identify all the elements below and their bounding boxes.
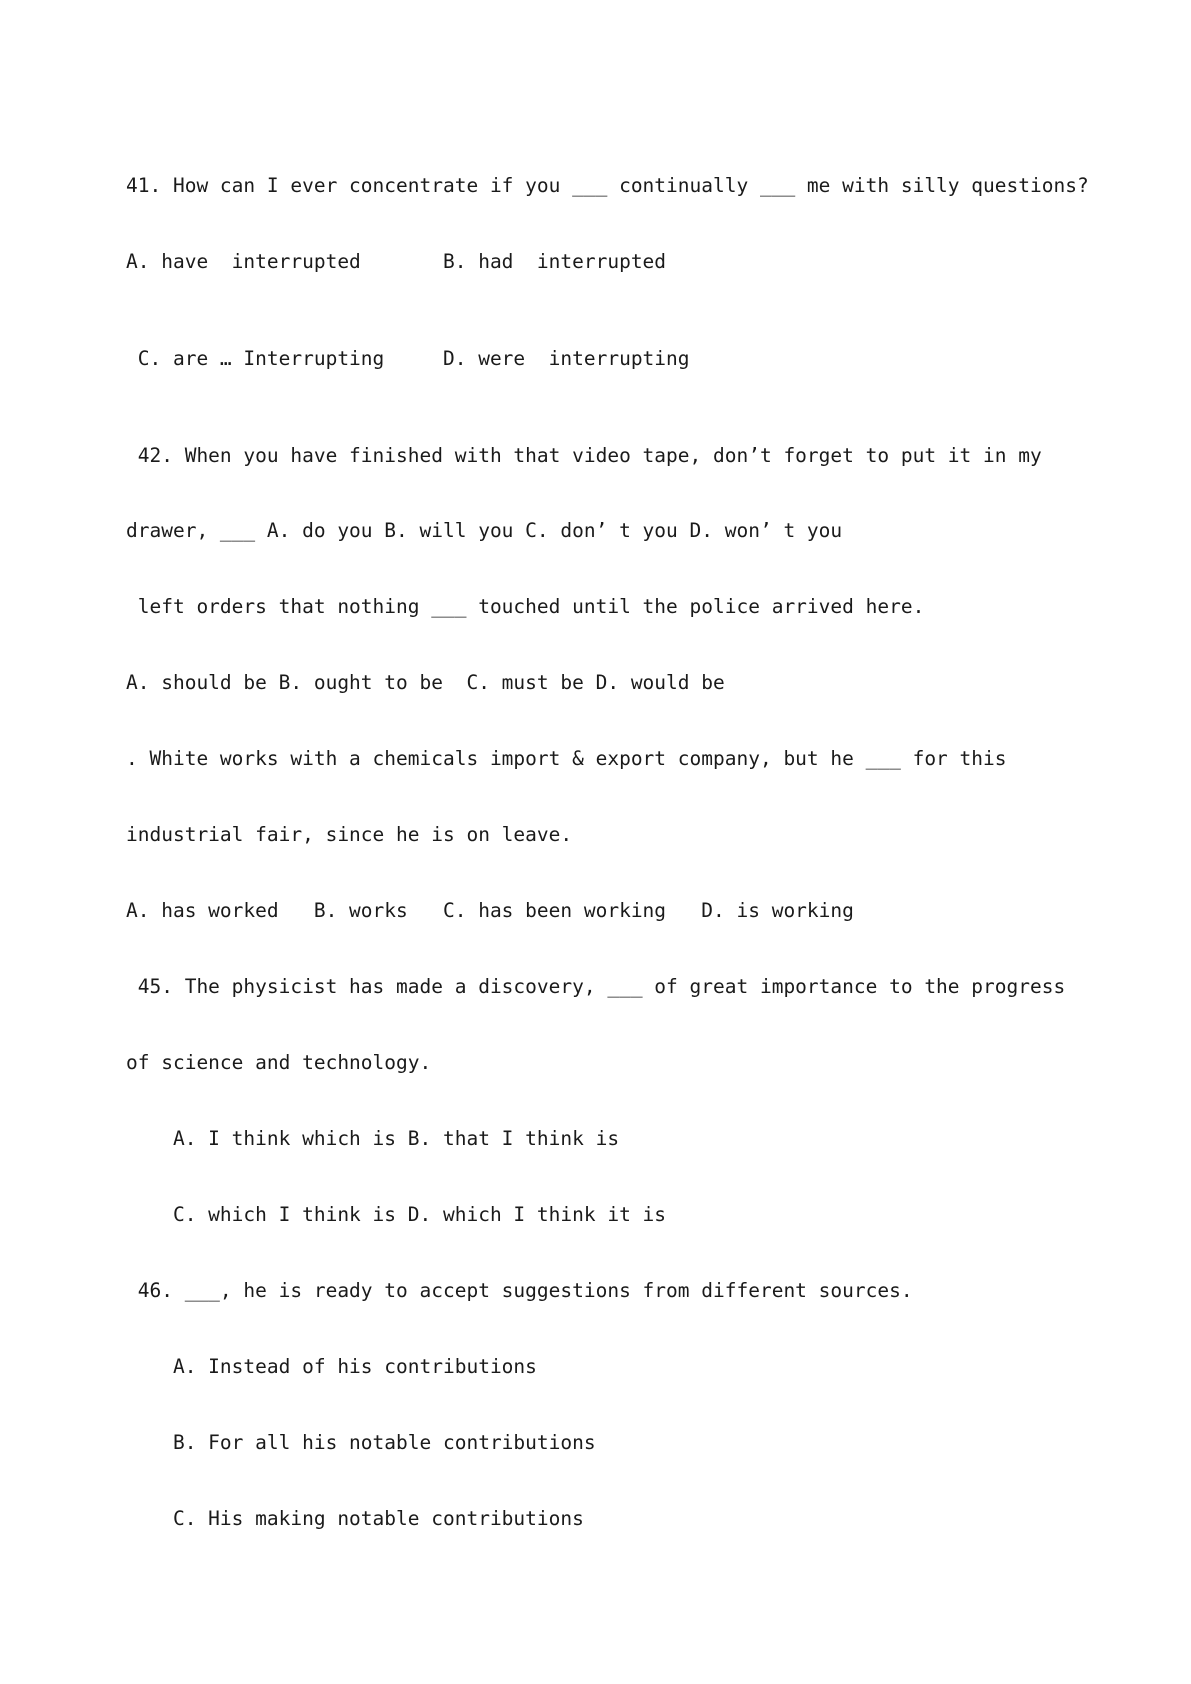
question-41-options-ab: A. have interrupted B. had interrupted: [126, 250, 667, 273]
question-44-text: . White works with a chemicals import & export company, but he ___ for this: [126, 747, 1007, 770]
question-46-option-a: A. Instead of his contributions: [126, 1355, 537, 1378]
question-43-text: left orders that nothing ___ touched until the police arrived here.: [126, 595, 925, 618]
question-43-options: A. should be B. ought to be C. must be D. would be: [126, 671, 725, 694]
question-46-option-b: B. For all his notable contributions: [126, 1431, 596, 1454]
question-41-text: 41. How can I ever concentrate if you ___ continually ___ me with silly questions?: [126, 174, 1089, 197]
question-46-option-c: C. His making notable contributions: [126, 1507, 584, 1530]
question-45-text: 45. The physicist has made a discovery, ___ of great importance to the progress: [126, 975, 1066, 998]
question-46-text: 46. ___, he is ready to accept suggestions from different sources.: [126, 1279, 913, 1302]
question-45-options-ab: A. I think which is B. that I think is: [126, 1127, 620, 1150]
question-45-options-cd: C. which I think is D. which I think it is: [126, 1203, 667, 1226]
question-42-text: 42. When you have finished with that video tape, don’t forget to put it in my: [126, 444, 1042, 467]
question-44-continuation: industrial fair, since he is on leave.: [126, 823, 573, 846]
question-41-options-cd: C. are … Interrupting D. were interrupting: [126, 347, 690, 370]
question-42-continuation: drawer, ___ A. do you B. will you C. don’ t you D. won’ t you: [126, 519, 843, 542]
question-44-options: A. has worked B. works C. has been working D. is working: [126, 899, 854, 922]
question-45-continuation: of science and technology.: [126, 1051, 432, 1074]
